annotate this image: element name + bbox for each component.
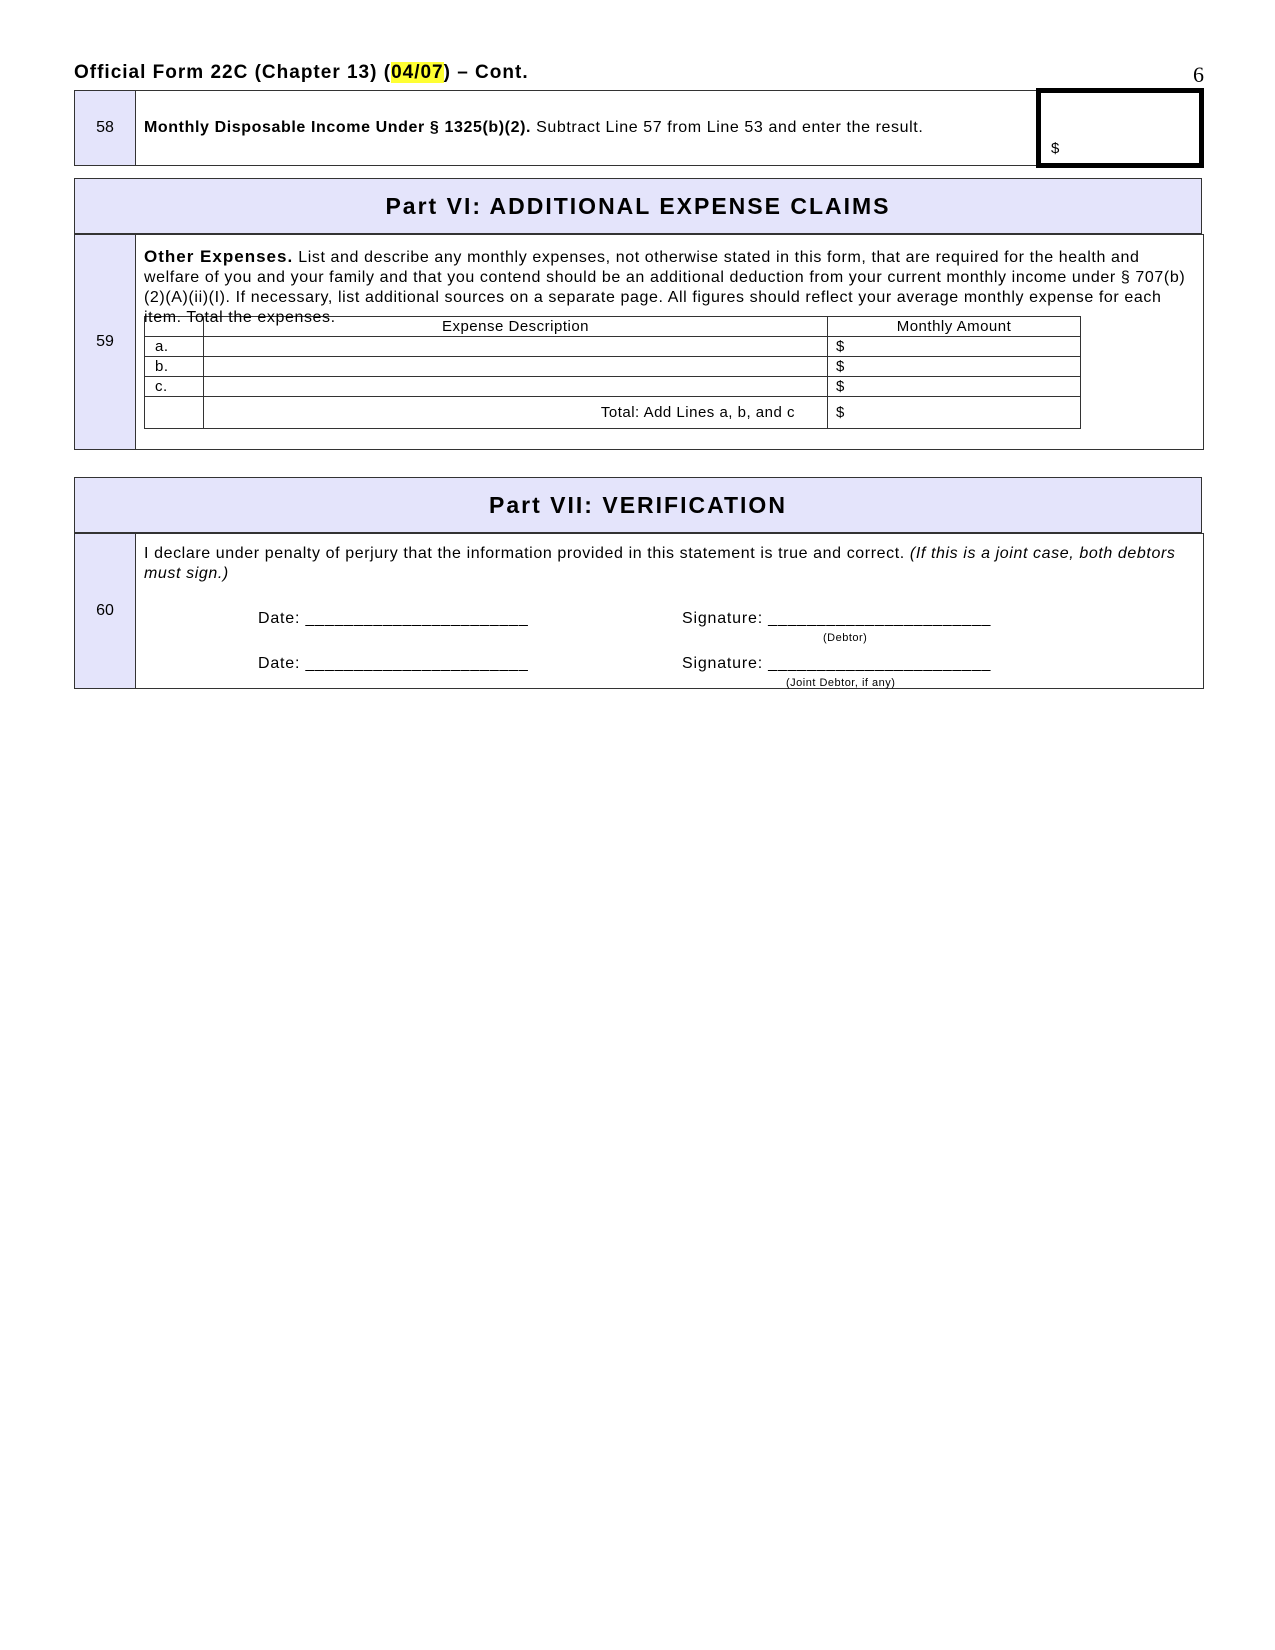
page-number: 6 — [1193, 62, 1204, 87]
line-59-row — [74, 234, 1204, 450]
line-60-content — [136, 534, 1204, 689]
total-amount-field[interactable]: $ — [828, 397, 1081, 429]
part-6-heading: Part VI: ADDITIONAL EXPENSE CLAIMS — [74, 178, 1202, 234]
date-field-debtor[interactable]: Date: _______________________ — [258, 610, 529, 627]
line-60-row — [74, 533, 1204, 689]
debtor-caption: (Debtor) — [823, 632, 868, 644]
date-field-joint-debtor[interactable]: Date: _______________________ — [258, 655, 529, 672]
line-number: 60 — [75, 534, 136, 689]
monthly-amount-field[interactable]: $ — [828, 377, 1081, 397]
line-59-content — [136, 235, 1204, 450]
line-58-amount-field[interactable]: $ — [1039, 91, 1202, 166]
other-expenses-instructions: Other Expenses. List and describe any monthly expenses, not otherwise stated in this form, that are required for the health and welfare of you and your family and that you contend should be an additional deduction from your current monthly income under § 707(b)(2)(A)(ii)(I). If necessary, list additional sources on a separate page. All figures should reflect your average monthly expense for each item. Total the expenses. — [144, 247, 1186, 326]
row-label: b. — [145, 357, 204, 377]
part-7-heading: Part VII: VERIFICATION — [74, 477, 1202, 533]
monthly-amount-field[interactable]: $ — [828, 357, 1081, 377]
col-expense-description: Expense Description — [204, 317, 828, 337]
form-title: Official Form 22C (Chapter 13) (04/07) – Cont. — [74, 62, 529, 83]
total-label: Total: Add Lines a, b, and c — [204, 397, 828, 429]
verification-declaration: I declare under penalty of perjury that the information provided in this statement is true and correct. (If this is a joint case, both debtors must sign.) — [144, 545, 1176, 582]
expense-table — [144, 316, 1081, 429]
line-number: 58 — [75, 91, 136, 166]
table-row — [145, 377, 1081, 397]
expense-description-field[interactable] — [204, 377, 828, 397]
row-label: a. — [145, 337, 204, 357]
line-number: 59 — [75, 235, 136, 450]
row-label: c. — [145, 377, 204, 397]
revision-date-highlight: 04/07 — [391, 62, 444, 83]
table-row — [145, 337, 1081, 357]
line-58-description: Monthly Disposable Income Under § 1325(b)(2). Subtract Line 57 from Line 53 and enter the result. — [136, 91, 1039, 166]
col-monthly-amount: Monthly Amount — [828, 317, 1081, 337]
signature-field-debtor[interactable]: Signature: _______________________ — [682, 610, 992, 627]
expense-description-field[interactable] — [204, 337, 828, 357]
signature-field-joint-debtor[interactable]: Signature: _______________________ — [682, 655, 992, 672]
table-row — [145, 357, 1081, 377]
monthly-amount-field[interactable]: $ — [828, 337, 1081, 357]
joint-debtor-caption: (Joint Debtor, if any) — [786, 677, 896, 689]
line-58-row — [74, 88, 1204, 168]
expense-description-field[interactable] — [204, 357, 828, 377]
total-row — [145, 397, 1081, 429]
page-header — [74, 62, 1204, 86]
